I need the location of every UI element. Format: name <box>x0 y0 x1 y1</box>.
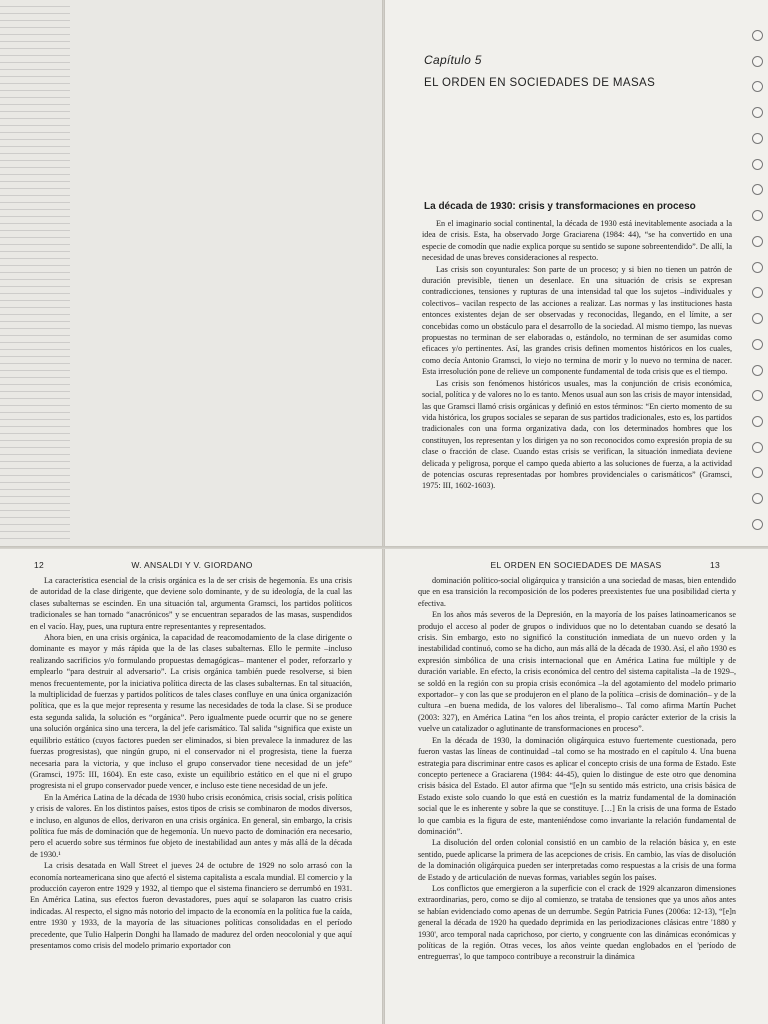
binder-hole-icon <box>752 416 763 427</box>
chapter-intro-text <box>422 218 732 534</box>
paragraph: dominación político-social oligárquica y transición a una sociedad de masas, bien entendido que en esa transición la recomposición de los poderes preexistentes fue una posibilidad cierta y efectiva. <box>418 576 736 608</box>
book-spine <box>382 0 385 1024</box>
binder-hole-icon <box>752 365 763 376</box>
page-13-text <box>418 575 736 1020</box>
paragraph: Las crisis son fenómenos históricos usuales, mas la conjunción de crisis económica, social, política y de valores no lo es tanto. Menos usual aun son las crisis de mayor intensidad, las que Gramsci llamó crisis orgánicas y definió en estos términos: “En cierto momento de su vida histórica, los grupos sociales se separan de sus partidos tradicionales, esto es, los partidos tradicionales con una forma organizativa dada, con los determinados hombres que los constituyen, los representan y los dirigen ya no son reconocidos como expresión propia de su clase o fracción de clase. Cuando estas crisis se verifican, la situación inmediata deviene delicada y peligrosa, porque el campo queda abierto a las soluciones de fuerza, a la actividad de potencias oscuras representadas por hombres providenciales o carismáticos” (Gramsci, 1975: III, 1602-1603). <box>422 378 732 491</box>
binder-hole-icon <box>752 313 763 324</box>
blank-left-page <box>0 0 384 548</box>
paragraph: En la América Latina de la década de 1930 hubo crisis económica, crisis social, crisis política y crisis de valores. En los distintos países, estos tipos de crisis se combinaron de modos diversos, e incluso, en algunos de ellos, derivaron en una crisis orgánica. En general, sin embargo, la crisis política fue más de dominación que de hegemonía. Un nuevo pacto de dominación era necesario, pero el acuerdo sobre sus términos fue objeto de inestabilidad aun antes y más allá de la década de 1930.¹ <box>30 792 352 859</box>
binder-hole-icon <box>752 159 763 170</box>
binder-hole-icon <box>752 442 763 453</box>
binder-hole-icon <box>752 339 763 350</box>
binder-hole-icon <box>752 390 763 401</box>
binder-hole-icon <box>752 493 763 504</box>
page-number: 12 <box>34 560 45 570</box>
scan-edge-marks <box>0 0 70 540</box>
paragraph: Las crisis son coyunturales: Son parte de un proceso; y si bien no tienen un patrón de duración previsible, tienen un desenlace. En una situación de crisis se expresan contradicciones, tensiones y rupturas de una intensidad tal que los sujetos –individuales y colectivos– vacilan respecto de las acciones a realizar. Las normas y las instituciones hasta entonces existentes dejan de ser observadas y reconocidas, llegando, en el límite, a ser concebidas como un obstáculo para el desarrollo de la sociedad. Al mismo tiempo, las nuevas propuestas no terminan de ser elaboradas o, estándolo, no terminan de ser asumidas como eficaces y/o pertinentes. Así, las grandes crisis definen momentos históricos en los cuales, como decía Antonio Gramsci, lo viejo no termina de morir y lo nuevo no termina de nacer. Esta irresolución pone de relieve un componente fundamental de toda crisis que es el tiempo. <box>422 264 732 377</box>
paragraph: La crisis desatada en Wall Street el jueves 24 de octubre de 1929 no solo arrasó con la economía norteamericana sino que afectó el sistema capitalista a escala mundial. El comercio y la producción cayeron entre 1929 y 1932, al tiempo que el sistema financiero se derrumbó en 1931. En América Latina, sus efectos fueron devastadores, pues aquí se solaparon las cuatro crisis indicadas. Al respecto, el signo más notorio del impacto de la economía en la política fue la caída, entre 1930 y 1933, de la mayoría de las situaciones políticas consolidadas en el período precedente, que Tulio Halperin Donghi ha llamado de madurez del orden neocolonial y que aquí presentamos como crisis del modelo primario exportador con <box>30 861 352 950</box>
running-head-chapter: EL ORDEN EN SOCIEDADES DE MASAS <box>490 560 662 570</box>
binder-hole-icon <box>752 287 763 298</box>
binder-hole-icon <box>752 56 763 67</box>
section-heading: La década de 1930: crisis y transformaciones en proceso <box>424 201 696 212</box>
binder-hole-icon <box>752 210 763 221</box>
page-number: 13 <box>710 560 721 570</box>
binder-hole-icon <box>752 133 763 144</box>
binder-hole-icon <box>752 262 763 273</box>
paragraph: Los conflictos que emergieron a la superficie con el crack de 1929 alcanzaron dimensiones extraordinarias, pero, como se dijo al comienzo, se trataba de tensiones que ya unos años antes se habían evidenciado como apenas de un derrumbe. Según Patricia Funes (2006a: 12-13), “[e]n general la década de 1920 ha quedado deprimida en las periodizaciones clásicas entre '1880 y 1930', arco temporal nada caprichoso, por cierto, y congruente con las dinámicas económicas y políticas de la región. Otras veces, los años veinte quedan englobados en el 'período de entreguerras', lo que tampoco contribuye a reconstruir la dinámica <box>418 883 736 962</box>
binder-holes <box>752 30 764 530</box>
running-head-authors: W. ANSALDI Y V. GIORDANO <box>131 560 253 570</box>
binder-hole-icon <box>752 467 763 478</box>
paragraph: En la década de 1930, la dominación oligárquica estuvo fuertemente cuestionada, pero fueron vastas las líneas de continuidad –tal como se ha mostrado en el capítulo 4. Una buena estrategia para discriminar entre casos es aplicar el concepto crisis de una forma de Estado. Este concepto pertenece a Graciarena (1984: 44-45), quien lo distingue de este otro que denomina crisis básica del Estado. El autor afirma que “[e]n su sentido más estricto, una crisis básica de Estado existe solo cuando lo que está en cuestión es la matriz fundamental de la dominación social que le es inherente y sobre la que se constituye. […] En la crisis de una forma de Estado lo que cambia es la figura de este, manteniéndose como invariante la relación fundamental de dominación”. <box>418 735 736 836</box>
scan-separator <box>0 546 768 549</box>
page-12-text <box>30 575 352 1020</box>
binder-hole-icon <box>752 81 763 92</box>
paragraph: La disolución del orden colonial consistió en un cambio de la relación básica y, en este sentido, puede aplicarse la primera de las acepciones de crisis. En cambio, las vías de disolución de la dominación oligárquica pueden ser interpretadas como respuestas a la crisis de una forma de Estado y de articulación de nuevas formas, variables según los países. <box>418 838 736 882</box>
binder-hole-icon <box>752 184 763 195</box>
paragraph: En el imaginario social continental, la década de 1930 está inevitablemente asociada a la idea de crisis. Esta, ha observado Jorge Graciarena (1984: 44), “se ha convertido en una especie de comodín que nadie explica porque su sentido se supone sobreentendido”. De allí, la necesidad de unas breves consideraciones al respecto. <box>422 219 732 263</box>
binder-hole-icon <box>752 519 763 530</box>
chapter-title: EL ORDEN EN SOCIEDADES DE MASAS <box>424 77 656 89</box>
paragraph: Ahora bien, en una crisis orgánica, la capacidad de reacomodamiento de la clase dirigente o dominante es mayor y más rápida que la de las clases subalternas. Ello le permite –incluso realizando sacrificios y/o formulando propuestas demagógicas– mantener el poder, reforzarlo y emplearlo “para destruir al adversario”. La crisis orgánica también puede resolverse, si bien menos frecuentemente, por la iniciativa política directa de las clases subalternas. En tal situación, la multiplicidad de fuerzas y partidos políticos de tales clases confluye en una única organización política, que es la que mejor representa y resume las necesidades de toda la clase. Si se produce esta segunda salida, la solución es “orgánica”. Pero igualmente puede ocurrir que no se genere una solución orgánica sino una tercera, la del jefe carismático. Tal salida “significa que existe un equilibrio estático (cuyos factores pueden ser eliminados, si bien prevalece la inmadurez de las fuerzas progresistas), que ningún grupo, ni el conservador ni el progresista, tiene la fuerza necesaria para la victoria, y que incluso el grupo conservador tiene necesidad de un jefe” (Gramsci, 1975: III, 1604). En este caso, existe un equilibrio estático en el que ni el grupo progresista ni el grupo conservador puede vencer, e incluso este tiene necesidad de un jefe. <box>30 633 352 791</box>
chapter-label: Capítulo 5 <box>424 53 482 67</box>
binder-hole-icon <box>752 236 763 247</box>
paragraph: En los años más severos de la Depresión, en la mayoría de los países latinoamericanos se produjo el acceso al poder de grupos o individuos que no lo detentaban cuando se desató la crisis. Sin embargo, esto no significó la constitución inmediata de un nuevo orden y la inestabilidad continuó, como se ha dicho, aun más allá de la década de 1930. Así, el año 1930 es expresión simbólica de una crisis internacional que en América Latina fue múltiple y de duración variable. En efecto, la crisis económica del centro del sistema capitalista –la de 1929–, se soldó en la región con su propia crisis económica –la del agotamiento del modelo primario exportador– y con las que se produjeron en el plano de la política –crisis de dominación– y de la cultura –en buena medida, de los valores del liberalismo–. Tal como afirma Martín Puchet (2003: 327), en América Latina “en los años treinta, el propio carácter exterior de la crisis la vuelve un catalizador o aglutinante de transformaciones en proceso”. <box>418 610 736 734</box>
paragraph: La característica esencial de la crisis orgánica es la de ser crisis de hegemonía. Es una crisis de autoridad de la clase dirigente, que deviene solo dominante, y de su ideología, de la cual las clases subalternas se escinden. En una situación tal, argumenta Gramsci, los partidos políticos tradicionales se han tornado “anacrónicos” y se encuentran separados de las masas, suspendidos en el vacío. Hay, pues, una ruptura entre representantes y representados. <box>30 576 352 631</box>
binder-hole-icon <box>752 30 763 41</box>
binder-hole-icon <box>752 107 763 118</box>
